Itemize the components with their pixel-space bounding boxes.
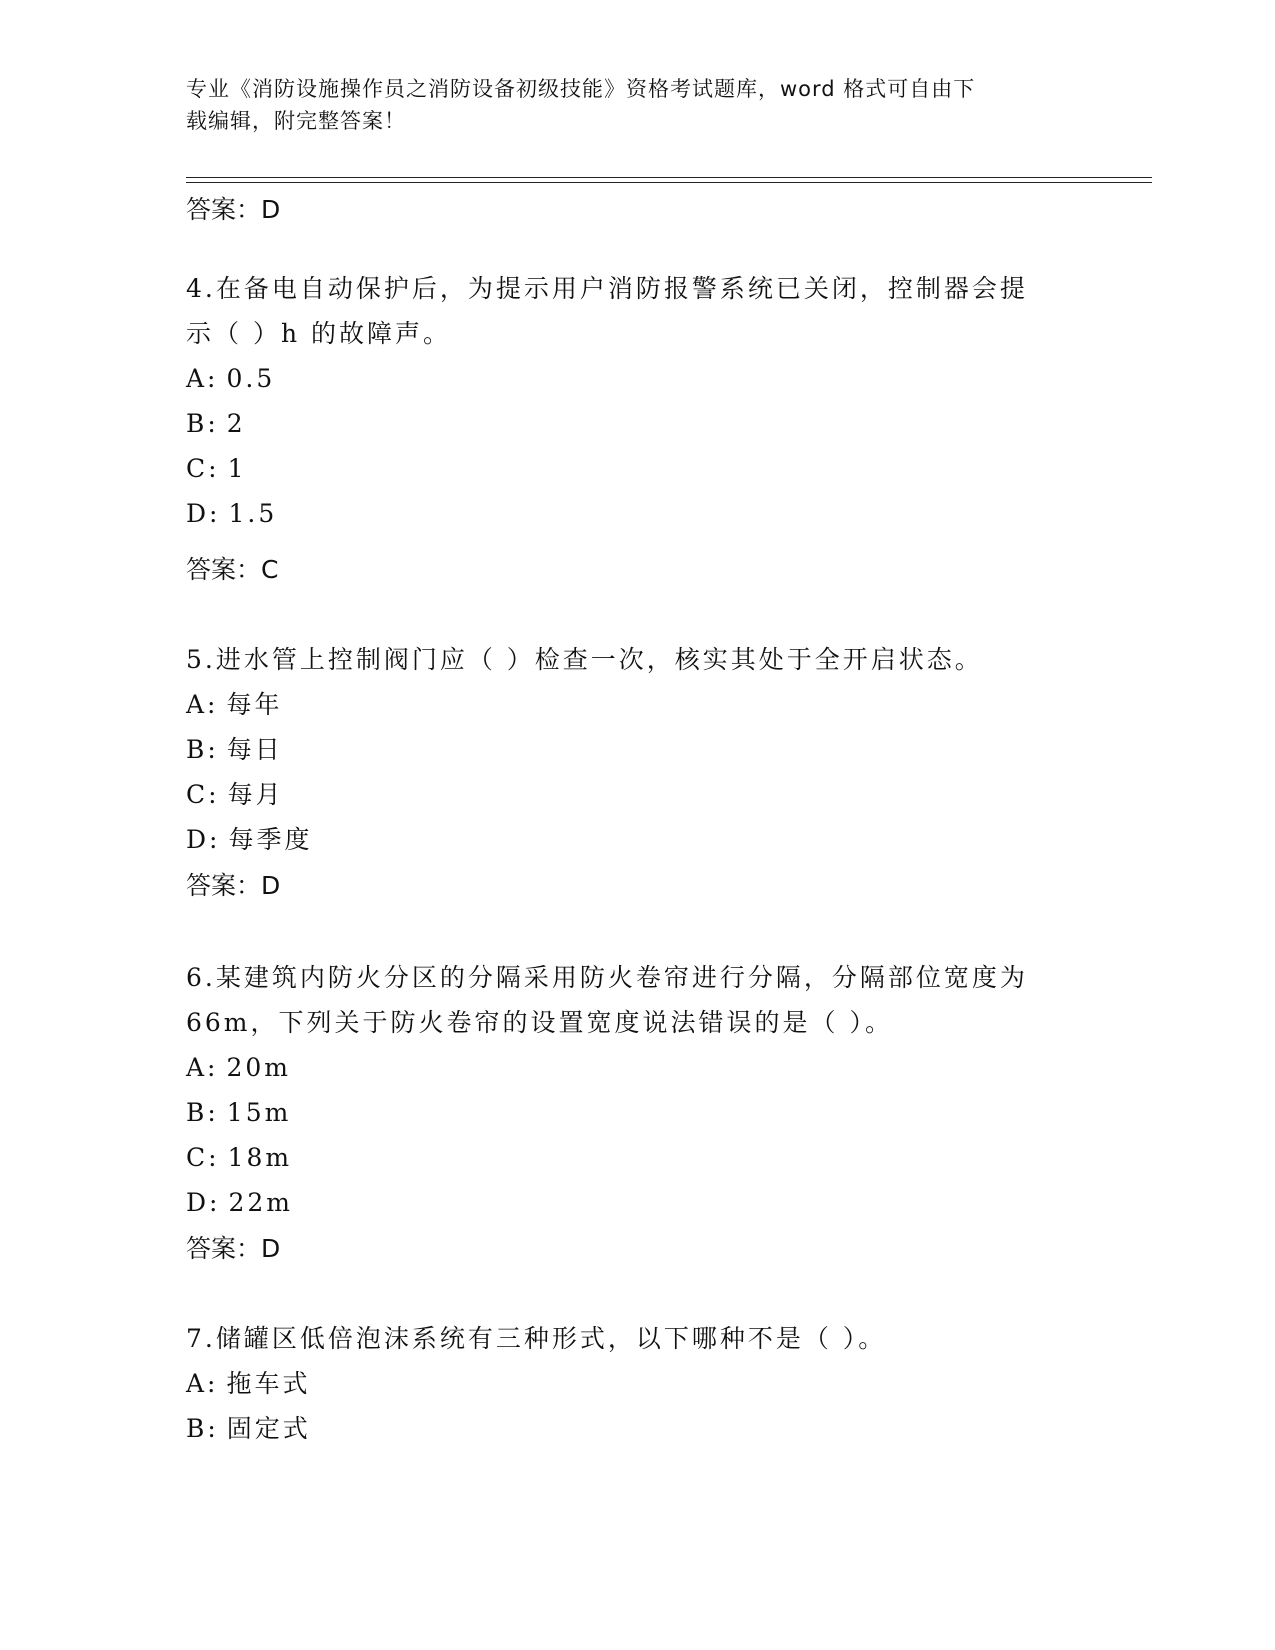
question-4-option-d (186, 491, 1086, 536)
header-line-1: 专业《消防设施操作员之消防设备初级技能》资格考试题库，word 格式可自由下 (186, 77, 976, 101)
question-4-option-b (186, 401, 1086, 446)
question-6 (186, 955, 1086, 1225)
question-5 (186, 637, 1086, 862)
option-value: 每月 (227, 780, 284, 809)
question-4-text-line-1: 4.在备电自动保护后，为提示用户消防报警系统已关闭，控制器会提 (186, 274, 1028, 303)
question-4-text-line-2: 示（ ）h 的故障声。 (186, 319, 451, 348)
option-key: D: (186, 499, 221, 528)
option-key: A: (186, 1053, 219, 1082)
document-header (186, 73, 1066, 137)
question-6-option-b (186, 1090, 1086, 1135)
option-key: B: (186, 409, 219, 438)
option-value: 每年 (226, 690, 283, 719)
option-value: 18m (227, 1143, 293, 1172)
question-4-option-a (186, 356, 1086, 401)
question-6-option-c (186, 1135, 1086, 1180)
question-5-option-d (186, 817, 1086, 862)
option-key: B: (186, 735, 219, 764)
option-key: A: (186, 364, 219, 393)
answer-previous: 答案：D (186, 195, 281, 224)
question-5-option-a (186, 682, 1086, 727)
option-key: C: (186, 454, 220, 483)
question-4-answer: 答案：C (186, 555, 279, 584)
question-5-option-b (186, 727, 1086, 772)
question-4 (186, 266, 1086, 536)
option-value: 固定式 (226, 1414, 311, 1443)
option-value: 20m (226, 1053, 292, 1082)
question-6-text-line-2: 66m，下列关于防火卷帘的设置宽度说法错误的是（ ）。 (186, 1008, 893, 1037)
question-6-option-d (186, 1180, 1086, 1225)
question-5-answer: 答案：D (186, 871, 281, 900)
option-key: A: (186, 1369, 219, 1398)
option-key: C: (186, 1143, 220, 1172)
question-7-option-a (186, 1361, 1086, 1406)
option-key: D: (186, 1188, 221, 1217)
option-key: C: (186, 780, 220, 809)
option-value: 2 (226, 409, 246, 438)
option-key: B: (186, 1098, 219, 1127)
question-5-option-c (186, 772, 1086, 817)
option-value: 1 (227, 454, 247, 483)
option-value: 22m (228, 1188, 293, 1217)
option-value: 1.5 (228, 499, 278, 528)
option-value: 15m (226, 1098, 292, 1127)
question-7-text-line-1: 7.储罐区低倍泡沫系统有三种形式，以下哪种不是（ ）。 (186, 1324, 887, 1353)
question-6-text-line-1: 6.某建筑内防火分区的分隔采用防火卷帘进行分隔，分隔部位宽度为 (186, 963, 1028, 992)
question-7-option-b (186, 1406, 1086, 1451)
option-key: A: (186, 690, 219, 719)
question-5-text-line-1: 5.进水管上控制阀门应（ ）检查一次，核实其处于全开启状态。 (186, 645, 983, 674)
option-key: D: (186, 825, 221, 854)
header-rule-top (186, 177, 1152, 178)
header-rule-bottom (186, 182, 1152, 183)
option-key: B: (186, 1414, 219, 1443)
option-value: 拖车式 (226, 1369, 311, 1398)
question-6-answer: 答案：D (186, 1234, 281, 1263)
question-7 (186, 1316, 1086, 1451)
option-value: 每日 (226, 735, 283, 764)
option-value: 每季度 (228, 825, 313, 854)
question-4-option-c (186, 446, 1086, 491)
question-6-option-a (186, 1045, 1086, 1090)
header-line-2: 载编辑，附完整答案！ (186, 109, 406, 133)
option-value: 0.5 (226, 364, 276, 393)
